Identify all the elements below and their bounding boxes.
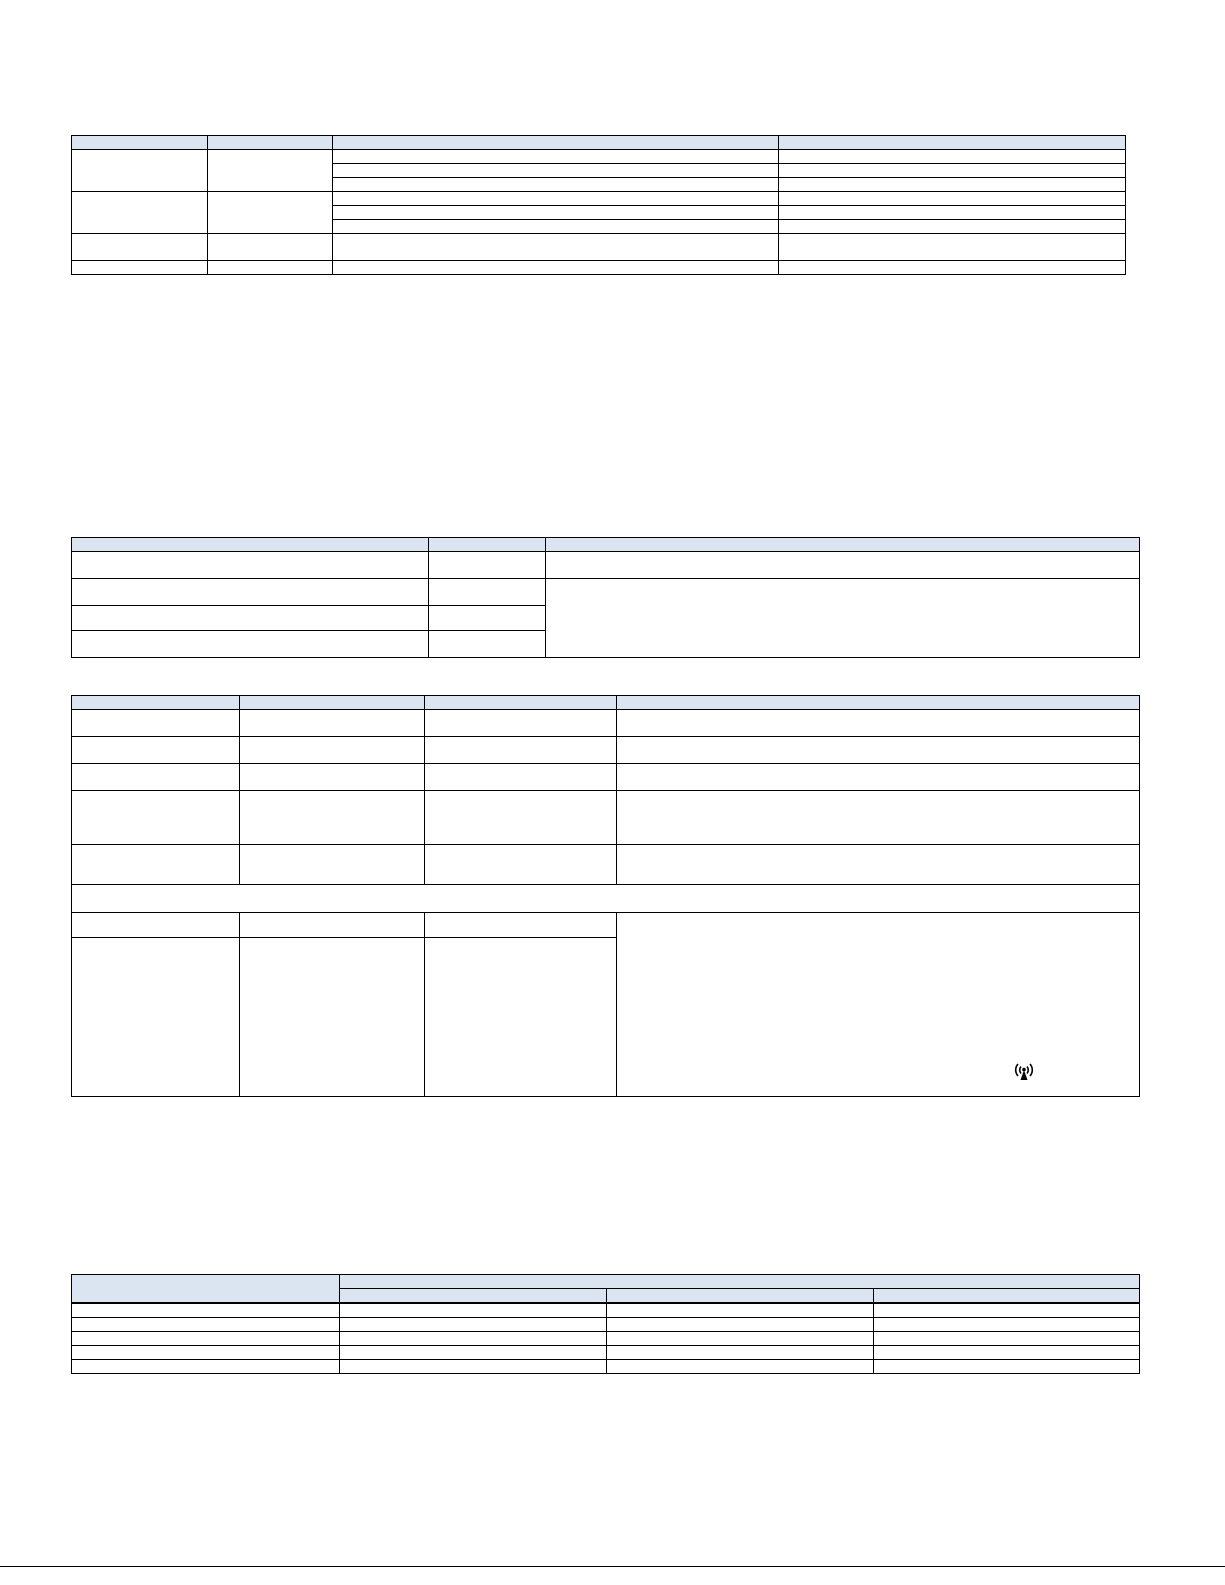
table-cell	[208, 150, 333, 192]
table-2-header-cell	[72, 538, 429, 552]
table-cell	[333, 234, 779, 261]
table-cell	[240, 913, 425, 938]
table-cell	[607, 1318, 874, 1332]
table-4-header-cell	[340, 1289, 607, 1304]
table-cell	[333, 164, 779, 178]
table-cell	[340, 1332, 607, 1346]
table-1-header-row	[72, 136, 1126, 150]
table-cell	[333, 192, 779, 206]
table-row	[72, 192, 1126, 206]
table-4-header-cell	[607, 1289, 874, 1304]
table-4-header-row	[72, 1275, 1140, 1289]
table-3-header-cell	[617, 696, 1140, 710]
table-row	[72, 579, 1140, 606]
table-cell	[429, 579, 546, 606]
table-2-header-cell	[546, 538, 1140, 552]
table-2-header-row	[72, 538, 1140, 552]
table-cell	[429, 631, 546, 658]
table-cell	[72, 1346, 340, 1360]
table-cell	[333, 178, 779, 192]
table-4-header-cell	[340, 1275, 1140, 1289]
table-row	[72, 1318, 1140, 1332]
table-cell	[617, 737, 1140, 764]
table-cell	[779, 234, 1126, 261]
table-1	[71, 135, 1126, 275]
table-cell	[72, 913, 240, 938]
table-1-header-cell	[72, 136, 208, 150]
table-cell	[72, 710, 240, 737]
table-cell	[72, 791, 240, 845]
table-1-header-cell	[208, 136, 333, 150]
table-cell	[607, 1303, 874, 1318]
table-cell	[333, 261, 779, 275]
table-row	[72, 1303, 1140, 1318]
table-cell	[72, 261, 208, 275]
table-cell	[72, 579, 429, 606]
table-1-header-cell	[779, 136, 1126, 150]
table-cell	[340, 1318, 607, 1332]
table-cell	[333, 206, 779, 220]
table-cell	[425, 737, 617, 764]
table-cell	[617, 845, 1140, 885]
table-cell	[425, 913, 617, 938]
table-cell	[240, 710, 425, 737]
table-cell	[240, 764, 425, 791]
table-4-header-cell	[72, 1275, 340, 1304]
table-cell	[72, 845, 240, 885]
table-cell	[240, 938, 425, 1097]
table-cell	[874, 1318, 1140, 1332]
table-4	[71, 1274, 1140, 1374]
table-cell	[874, 1346, 1140, 1360]
table-cell	[779, 178, 1126, 192]
table-row	[72, 913, 1140, 938]
table-cell	[333, 220, 779, 234]
table-cell	[429, 552, 546, 579]
table-3	[71, 695, 1140, 1097]
table-cell	[340, 1360, 607, 1374]
table-2-header-cell	[429, 538, 546, 552]
table-row	[72, 150, 1126, 164]
table-cell	[208, 192, 333, 234]
table-cell	[779, 192, 1126, 206]
non-ionizing-radiation-icon	[1013, 1061, 1035, 1081]
table-3-header-cell	[240, 696, 425, 710]
table-row	[72, 845, 1140, 885]
table-cell	[72, 631, 429, 658]
table-cell	[425, 791, 617, 845]
table-3-header-cell	[72, 696, 240, 710]
table-cell	[607, 1332, 874, 1346]
table-cell	[425, 845, 617, 885]
table-3-header-cell	[425, 696, 617, 710]
table-section-row	[72, 885, 1140, 913]
table-cell	[72, 1303, 340, 1318]
table-cell	[617, 791, 1140, 845]
table-cell	[546, 579, 1140, 658]
table-cell	[72, 764, 240, 791]
table-cell	[72, 1332, 340, 1346]
table-cell	[333, 150, 779, 164]
table-cell	[72, 1318, 340, 1332]
table-cell	[874, 1332, 1140, 1346]
table-cell	[425, 710, 617, 737]
footer-rule	[0, 1566, 1225, 1567]
table-row	[72, 737, 1140, 764]
table-cell	[425, 764, 617, 791]
table-cell	[779, 220, 1126, 234]
table-cell	[779, 150, 1126, 164]
table-row	[72, 261, 1126, 275]
table-cell	[240, 737, 425, 764]
table-row	[72, 710, 1140, 737]
table-cell	[72, 552, 429, 579]
table-cell	[72, 938, 240, 1097]
table-row	[72, 764, 1140, 791]
table-row	[72, 234, 1126, 261]
table-cell	[240, 791, 425, 845]
table-cell	[617, 913, 1140, 1097]
table-row	[72, 791, 1140, 845]
table-cell	[546, 552, 1140, 579]
table-row	[72, 1360, 1140, 1374]
table-cell	[617, 710, 1140, 737]
table-cell	[208, 234, 333, 261]
table-cell	[72, 737, 240, 764]
table-cell	[72, 1360, 340, 1374]
table-row	[72, 1346, 1140, 1360]
table-4-header-cell	[874, 1289, 1140, 1304]
table-cell	[72, 234, 208, 261]
table-cell	[607, 1346, 874, 1360]
table-cell	[72, 606, 429, 631]
table-cell	[208, 261, 333, 275]
table-2	[71, 537, 1140, 658]
table-cell	[72, 192, 208, 234]
table-cell	[617, 764, 1140, 791]
table-cell	[425, 938, 617, 1097]
table-cell	[779, 164, 1126, 178]
table-cell	[240, 845, 425, 885]
table-3-header-row	[72, 696, 1140, 710]
table-cell	[779, 261, 1126, 275]
table-cell	[340, 1303, 607, 1318]
table-cell	[72, 885, 1140, 913]
table-cell	[779, 206, 1126, 220]
table-cell	[874, 1360, 1140, 1374]
table-1-header-cell	[333, 136, 779, 150]
table-row	[72, 552, 1140, 579]
table-cell	[340, 1346, 607, 1360]
table-cell	[72, 150, 208, 192]
table-cell	[429, 606, 546, 631]
table-row	[72, 1332, 1140, 1346]
table-cell	[607, 1360, 874, 1374]
table-cell	[874, 1303, 1140, 1318]
